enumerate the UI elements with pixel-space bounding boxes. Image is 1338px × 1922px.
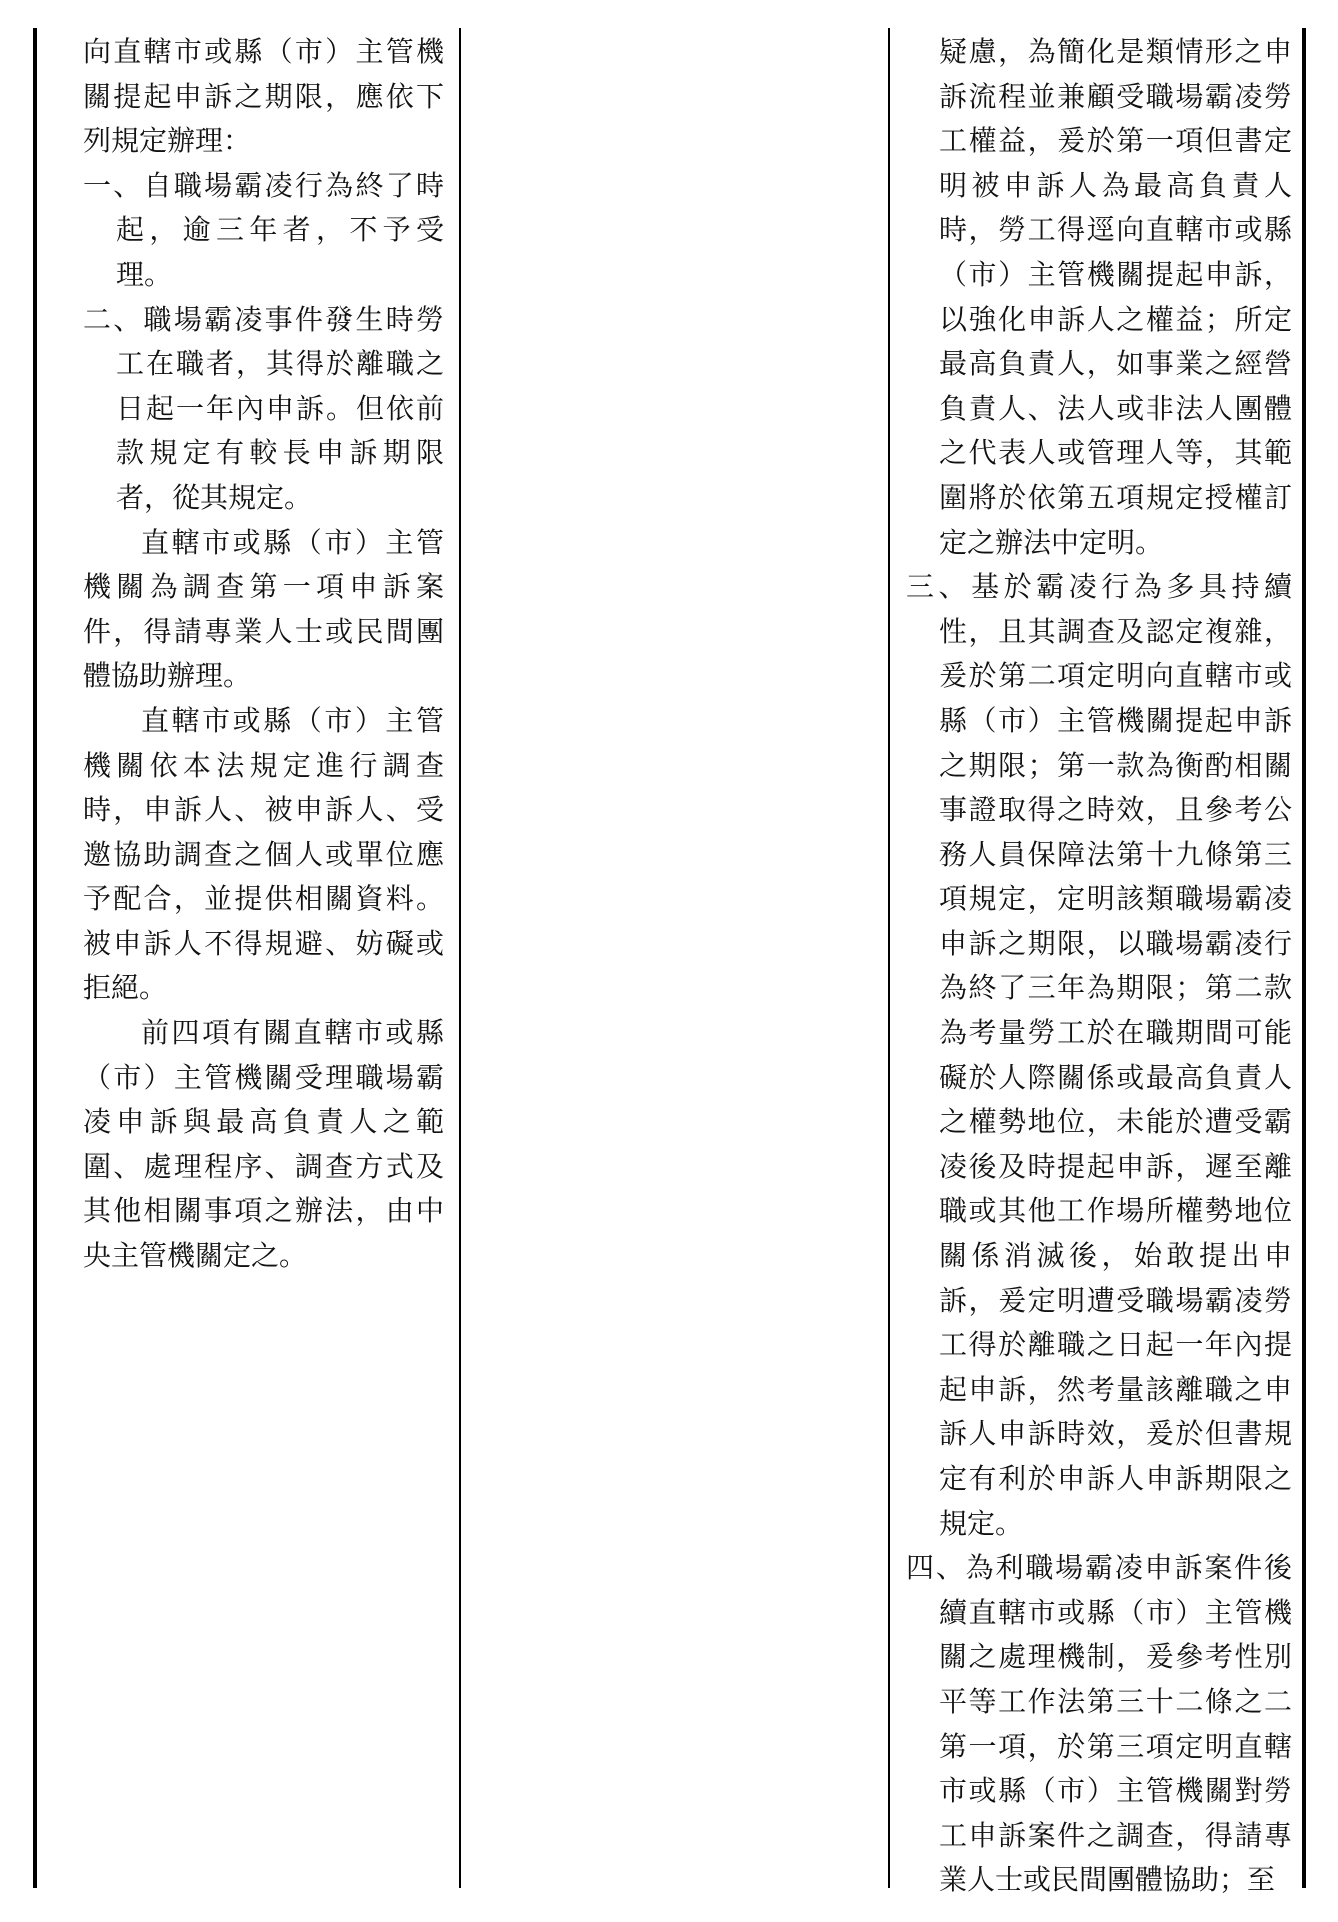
explanation-column [906,30,1292,1903]
explanation-continuation: 疑慮，為簡化是類情形之申訴流程並兼顧受職場霸凌勞工權益，爰於第一項但書定明被申訴人為最高負責人時，勞工得逕向直轄市或縣（市）主管機關提起申訴，以強化申訴人之權益；所定最高負責人，如事業之經營負責人、法人或非法人團體之代表人或管理人等，其範圍將於依第五項規定授權訂定之辦法中定明。 [939,35,1292,559]
column-divider-right [888,28,890,1888]
provision-paragraph-4: 直轄市或縣（市）主管機關依本法規定進行調查時，申訴人、被申訴人、受邀協助調查之個人或單位應予配合，並提供相關資料。被申訴人不得規避、妨礙或拒絕。 [83,703,444,1005]
provision-paragraph-5: 前四項有關直轄市或縣（市）主管機關受理職場霸凌申訴與最高負責人之範圍、處理程序、調查方式及其他相關事項之辦法，由中央主管機關定之。 [83,1016,444,1273]
provision-paragraph-3: 直轄市或縣（市）主管機關為調查第一項申訴案件，得請專業人士或民間團體協助辦理。 [83,525,444,693]
left-border-rule [33,28,37,1888]
amended-provision-column [83,30,444,1279]
right-border-rule [1302,28,1306,1888]
provision-intro: 向直轄市或縣（市）主管機關提起申訴之期限，應依下列規定辦理： [83,35,444,158]
provision-item-1: 一、自職場霸凌行為終了時起，逾三年者，不予受理。 [83,168,444,291]
explanation-item-3: 三、基於霸凌行為多具持續性，且其調查及認定複雜，爰於第二項定明向直轄市或縣（市）主管機關提起申訴之期限；第一款為衡酌相關事證取得之時效，且參考公務人員保障法第十九條第三項規定，定明該類職場霸凌申訴之期限，以職場霸凌行為終了三年為期限；第二款為考量勞工於在職期間可能礙於人際關係或最高負責人之權勢地位，未能於遭受霸凌後及時提起申訴，遲至離職或其他工作場所權勢地位關係消滅後，始敢提出申訴，爰定明遭受職場霸凌勞工得於離職之日起一年內提起申訴，然考量該離職之申訴人申訴時效，爰於但書規定有利於申訴人申訴期限之規定。 [906,570,1292,1540]
explanation-item-4: 四、為利職場霸凌申訴案件後續直轄市或縣（市）主管機關之處理機制，爰參考性別平等工作法第三十二條之二第一項，於第三項定明直轄市或縣（市）主管機關對勞工申訴案件之調查，得請專業人士或民間團體協助；至 [906,1551,1292,1897]
column-divider-left [459,28,461,1888]
provision-item-2: 二、職場霸凌事件發生時勞工在職者，其得於離職之日起一年內申訴。但依前款規定有較長申訴期限者，從其規定。 [83,302,444,514]
